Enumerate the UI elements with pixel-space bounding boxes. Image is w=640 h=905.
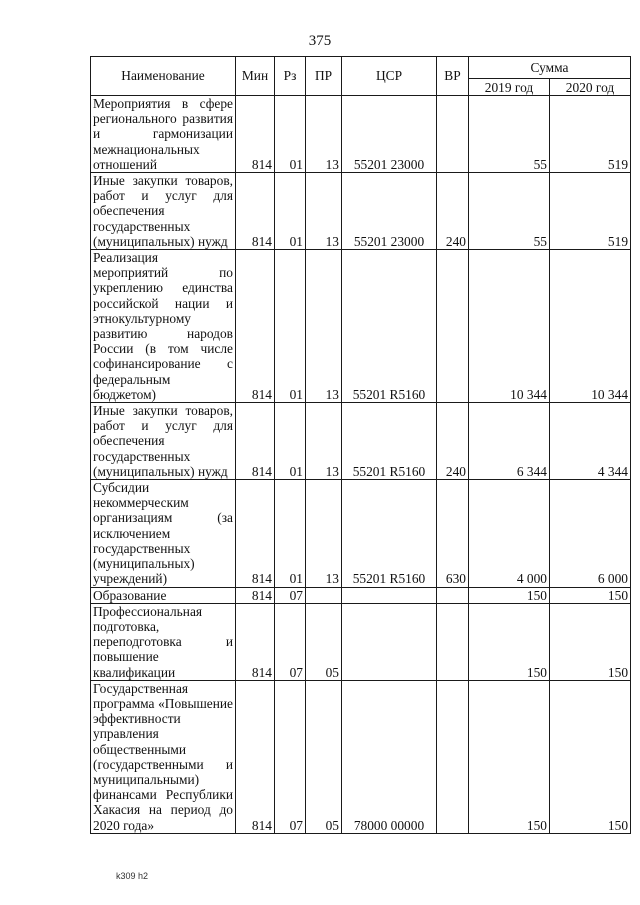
row-csr — [342, 587, 437, 603]
row-min: 814 — [236, 173, 275, 250]
row-pr: 05 — [306, 680, 342, 833]
column-header-year-2019: 2019 год — [469, 79, 550, 96]
row-sum-2020: 4 344 — [550, 403, 631, 480]
column-header-pr: ПР — [306, 57, 342, 96]
row-vr — [437, 96, 469, 173]
row-csr: 55201 R5160 — [342, 250, 437, 403]
row-sum-2019: 55 — [469, 173, 550, 250]
row-sum-2019: 4 000 — [469, 480, 550, 587]
row-sum-2019: 10 344 — [469, 250, 550, 403]
column-header-name: Наименование — [91, 57, 236, 96]
row-csr: 55201 R5160 — [342, 480, 437, 587]
row-pr: 13 — [306, 250, 342, 403]
row-min: 814 — [236, 603, 275, 680]
table-row — [91, 173, 631, 250]
row-rz: 01 — [275, 403, 306, 480]
row-sum-2020: 519 — [550, 173, 631, 250]
table-row — [91, 480, 631, 587]
row-vr: 240 — [437, 173, 469, 250]
row-csr — [342, 603, 437, 680]
row-name: Иные закупки товаров, работ и услуг для обеспечения государственных (муниципальных) нужд — [91, 403, 236, 480]
table-row — [91, 680, 631, 833]
row-rz: 01 — [275, 480, 306, 587]
row-min: 814 — [236, 96, 275, 173]
row-vr — [437, 603, 469, 680]
row-rz: 07 — [275, 680, 306, 833]
row-sum-2020: 519 — [550, 96, 631, 173]
budget-table — [90, 56, 631, 834]
row-name: Профессиональная подготовка, переподготовка и повышение квалификации — [91, 603, 236, 680]
row-min: 814 — [236, 250, 275, 403]
row-rz: 07 — [275, 587, 306, 603]
row-min: 814 — [236, 403, 275, 480]
row-min: 814 — [236, 480, 275, 587]
row-name: Мероприятия в сфере регионального развития и гармонизации межнациональных отношений — [91, 96, 236, 173]
row-sum-2019: 150 — [469, 603, 550, 680]
row-pr: 13 — [306, 403, 342, 480]
row-min: 814 — [236, 587, 275, 603]
row-rz: 01 — [275, 250, 306, 403]
table-row — [91, 603, 631, 680]
row-vr — [437, 587, 469, 603]
row-csr: 55201 R5160 — [342, 403, 437, 480]
row-pr: 13 — [306, 173, 342, 250]
row-csr: 55201 23000 — [342, 173, 437, 250]
row-rz: 01 — [275, 96, 306, 173]
row-sum-2019: 6 344 — [469, 403, 550, 480]
row-sum-2019: 55 — [469, 96, 550, 173]
page-number: 375 — [308, 33, 332, 49]
row-vr: 630 — [437, 480, 469, 587]
row-sum-2020: 150 — [550, 680, 631, 833]
column-header-rz: Рз — [275, 57, 306, 96]
column-header-min: Мин — [236, 57, 275, 96]
table-row — [91, 587, 631, 603]
row-sum-2019: 150 — [469, 680, 550, 833]
row-vr: 240 — [437, 403, 469, 480]
row-rz: 01 — [275, 173, 306, 250]
row-sum-2019: 150 — [469, 587, 550, 603]
row-pr — [306, 587, 342, 603]
row-sum-2020: 10 344 — [550, 250, 631, 403]
row-sum-2020: 150 — [550, 603, 631, 680]
row-min: 814 — [236, 680, 275, 833]
row-name: Иные закупки товаров, работ и услуг для обеспечения государственных (муниципальных) нужд — [91, 173, 236, 250]
table-row — [91, 250, 631, 403]
row-csr: 55201 23000 — [342, 96, 437, 173]
table-row — [91, 96, 631, 173]
row-name: Субсидии некоммерческим организациям (за исключением государственных (муниципальных) учреждений) — [91, 480, 236, 587]
row-pr: 13 — [306, 96, 342, 173]
column-header-vr: ВР — [437, 57, 469, 96]
table-row — [91, 403, 631, 480]
row-vr — [437, 680, 469, 833]
row-sum-2020: 6 000 — [550, 480, 631, 587]
row-pr: 05 — [306, 603, 342, 680]
row-rz: 07 — [275, 603, 306, 680]
row-csr: 78000 00000 — [342, 680, 437, 833]
column-header-year-2020: 2020 год — [550, 79, 631, 96]
row-pr: 13 — [306, 480, 342, 587]
row-name: Образование — [91, 587, 236, 603]
row-vr — [437, 250, 469, 403]
footer-code: k309 h2 — [116, 871, 149, 881]
row-name: Государственная программа «Повышение эффективности управления общественными (государственными и муниципальными) финансами Республики Хакасия на период до 2020 года» — [91, 680, 236, 833]
row-sum-2020: 150 — [550, 587, 631, 603]
column-header-summa: Сумма — [469, 57, 631, 79]
column-header-csr: ЦСР — [342, 57, 437, 96]
row-name: Реализация мероприятий по укреплению единства российской нации и этнокультурному развитию народов России (в том числе софинансирование с федеральным бюджетом) — [91, 250, 236, 403]
